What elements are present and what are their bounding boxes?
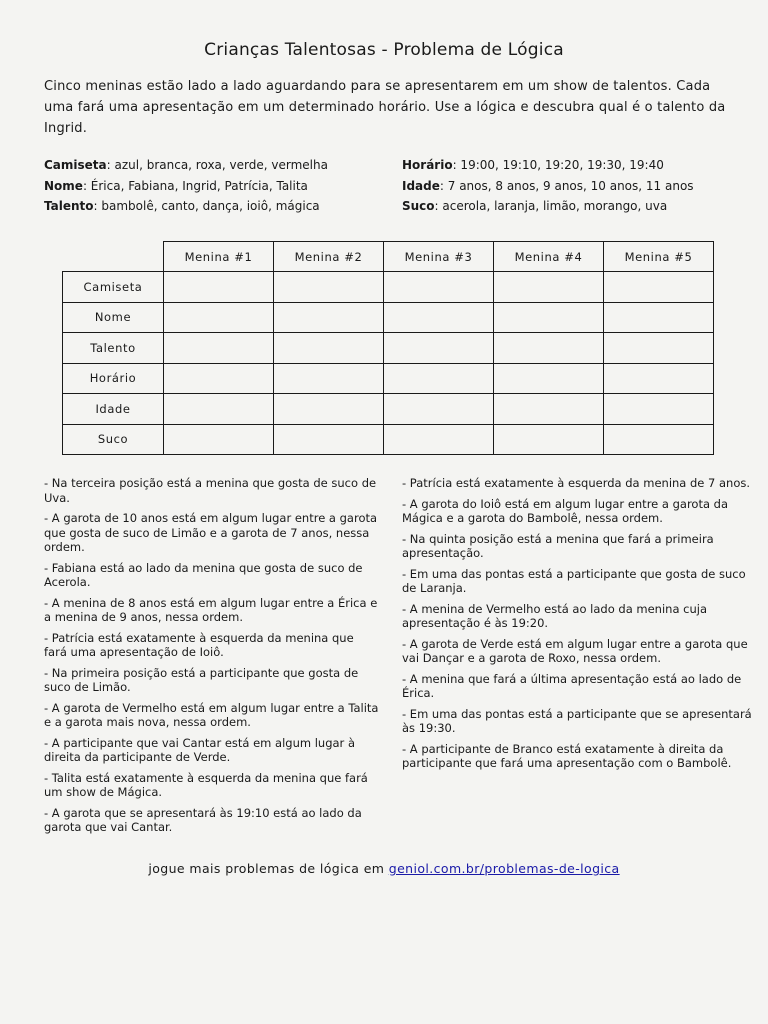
attribute-label: Camiseta [44,158,107,172]
grid-cell[interactable] [494,333,604,364]
grid-cell[interactable] [384,272,494,303]
grid-cell[interactable] [164,333,274,364]
attribute-label: Idade [402,178,440,193]
grid-header-row [63,242,714,272]
grid-cell[interactable] [164,302,274,333]
grid-row-talento [63,333,714,364]
attribute-label: Horário [402,158,453,172]
clue-item: - Na quinta posição está a menina que fará a primeira apresentação. [402,531,714,560]
clue-item: - A garota de Vermelho está em algum lugar entre a Talita e a garota mais nova, nessa ordem. [44,700,379,729]
grid-row-horario [63,363,714,394]
attribute-column-right [402,155,742,217]
attribute-horario [402,155,742,176]
grid-cell[interactable] [164,272,274,303]
grid-cell[interactable] [384,333,494,364]
attribute-camiseta [44,155,399,176]
grid-cell[interactable] [384,394,494,425]
grid-cell[interactable] [604,302,714,333]
footer-text: jogue mais problemas de lógica em [148,861,389,876]
attribute-talento [44,196,399,217]
clue-item: - A menina de Vermelho está ao lado da menina cuja apresentação é às 19:20. [402,601,707,630]
footer-link[interactable]: geniol.com.br/problemas-de-logica [388,861,620,876]
attribute-suco [402,196,742,217]
grid-row-label: Horário [63,363,164,394]
clue-item: - Patrícia está exatamente à esquerda da menina de 7 anos. [402,476,751,490]
clue-item: - Fabiana está ao lado da menina que gosta de suco de Acerola. [44,560,363,589]
grid-cell[interactable] [494,272,604,303]
grid-row-nome [63,302,714,333]
attribute-label: Suco [402,199,435,213]
grid-row-label: Idade [63,394,164,425]
grid-cell[interactable] [384,363,494,394]
grid-row-label: Suco [63,424,164,455]
grid-column-header: Menina #2 [274,242,384,272]
clue-item: - A garota do Ioiô está em algum lugar entre a garota da Mágica e a garota do Bambolê, nessa ordem. [402,496,729,525]
clue-item: - Em uma das pontas está a participante que gosta de suco de Laranja. [402,566,746,595]
clue-item: - A garota de 10 anos está em algum lugar entre a garota que gosta de suco de Limão e a garota de 7 anos, nessa ordem. [44,511,378,554]
grid-cell[interactable] [494,302,604,333]
grid-cell[interactable] [164,363,274,394]
grid-cell[interactable] [494,394,604,425]
attribute-idade [402,176,742,197]
clue-item: - A garota que se apresentará às 19:10 está ao lado da garota que vai Cantar. [44,805,362,834]
clue-item: - A menina de 8 anos está em algum lugar entre a Érica e a menina de 9 anos, nessa ordem. [44,595,378,624]
attribute-values: : Érica, Fabiana, Ingrid, Patrícia, Talita [82,178,308,193]
grid-row-label: Camiseta [63,272,164,303]
grid-column-header: Menina #1 [164,242,274,272]
clue-item: - A garota de Verde está em algum lugar entre a garota que vai Dançar e a garota de Roxo, nessa ordem. [402,636,748,665]
grid-row-suco [63,424,714,455]
attribute-values: : acerola, laranja, limão, morango, uva [434,199,668,213]
clue-item: - Patrícia está exatamente à esquerda da menina que fará uma apresentação de Ioiô. [44,630,354,659]
attribute-values: : azul, branca, roxa, verde, vermelha [106,158,328,172]
clue-item: - Na primeira posição está a participante que gosta de suco de Limão. [44,665,359,694]
clue-item: - Talita está exatamente à esquerda da menina que fará um show de Mágica. [44,770,368,799]
grid-cell[interactable] [604,424,714,455]
grid-cell[interactable] [604,333,714,364]
grid-cell[interactable] [164,394,274,425]
attribute-column-left [44,155,399,217]
footer [0,861,768,876]
grid-column-header: Menina #5 [604,242,714,272]
attribute-label: Talento [44,199,94,213]
grid-corner [63,242,164,272]
grid-row-idade [63,394,714,425]
clue-item: - Em uma das pontas está a participante que se apresentará às 19:30. [402,706,752,735]
intro-text: Cinco meninas estão lado a lado aguardando para se apresentarem em um show de talentos. Cada uma fará uma apresentação em um determinado horário. Use a lógica e descubra qual é o talento da Ingrid. [44,79,726,136]
grid-cell[interactable] [384,302,494,333]
grid-cell[interactable] [384,424,494,455]
clue-item: - Na terceira posição está a menina que gosta de suco de Uva. [44,476,377,505]
grid-row-label: Talento [63,333,164,364]
clue-item: - A participante de Branco está exatamente à direita da participante que fará uma apresentação com o Bambolê. [402,741,732,770]
grid-cell[interactable] [274,302,384,333]
attribute-label: Nome [44,178,83,193]
grid-row-label: Nome [63,302,164,333]
grid-cell[interactable] [274,424,384,455]
attribute-values: : 19:00, 19:10, 19:20, 19:30, 19:40 [452,158,664,172]
grid-column-header: Menina #4 [494,242,604,272]
clue-list-left [44,476,379,841]
grid-cell[interactable] [604,363,714,394]
clue-list-right [402,476,762,777]
grid-row-camiseta [63,272,714,303]
clue-item: - A menina que fará a última apresentação está ao lado de Érica. [402,671,742,700]
grid-cell[interactable] [604,272,714,303]
grid-cell[interactable] [604,394,714,425]
clue-item: - A participante que vai Cantar está em algum lugar à direita da participante de Verde. [44,735,355,764]
attribute-nome [44,176,399,197]
page-title: Crianças Talentosas - Problema de Lógica [204,40,564,60]
grid-cell[interactable] [274,272,384,303]
attribute-values: : 7 anos, 8 anos, 9 anos, 10 anos, 11 anos [439,178,694,193]
grid-cell[interactable] [274,333,384,364]
grid-cell[interactable] [274,363,384,394]
grid-column-header: Menina #3 [384,242,494,272]
grid-cell[interactable] [164,424,274,455]
logic-grid [62,241,714,455]
grid-cell[interactable] [494,424,604,455]
grid-cell[interactable] [494,363,604,394]
attribute-values: : bambolê, canto, dança, ioiô, mágica [93,199,320,213]
grid-cell[interactable] [274,394,384,425]
